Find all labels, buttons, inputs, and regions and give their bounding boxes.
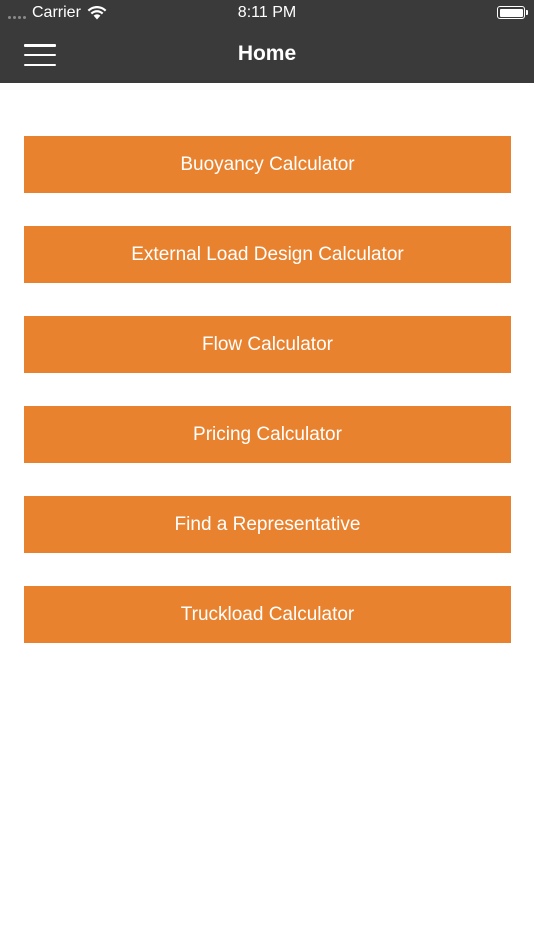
- navigation-bar: [0, 0, 534, 83]
- calculator-button-list: [24, 136, 511, 676]
- find-a-representative-button[interactable]: Find a Representative: [24, 496, 511, 553]
- page-title: Home: [237, 42, 297, 65]
- pricing-calculator-button[interactable]: Pricing Calculator: [24, 406, 511, 463]
- buoyancy-calculator-button[interactable]: Buoyancy Calculator: [24, 136, 511, 193]
- flow-calculator-button[interactable]: Flow Calculator: [24, 316, 511, 373]
- status-time: 8:11 PM: [237, 4, 297, 21]
- truckload-calculator-button[interactable]: Truckload Calculator: [24, 586, 511, 643]
- status-bar: [0, 0, 534, 26]
- battery-icon: [497, 6, 525, 19]
- carrier-label: Carrier: [32, 4, 81, 21]
- external-load-design-calculator-button[interactable]: External Load Design Calculator: [24, 226, 511, 283]
